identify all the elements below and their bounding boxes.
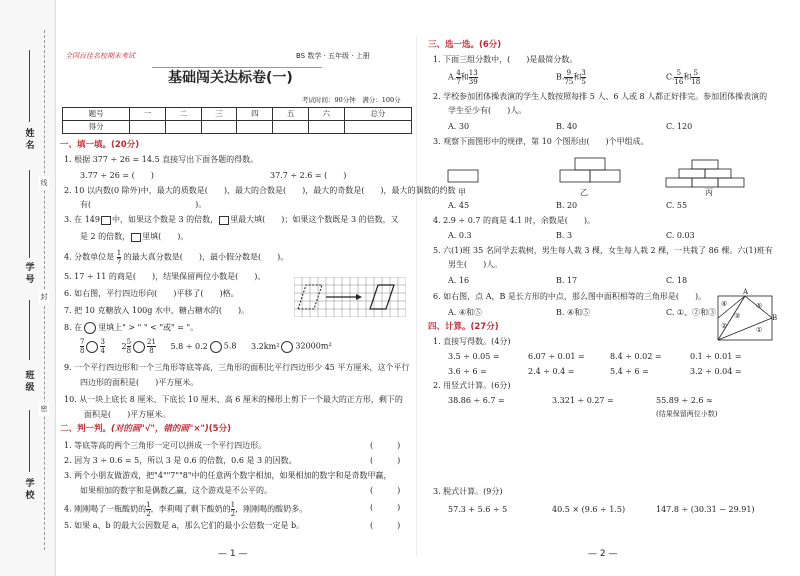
s1-q3-line1 [64,215,399,225]
region-1: ① [756,326,763,334]
fraction: $\frac{5}{16}$ [674,69,684,86]
compare-circle[interactable] [210,341,222,353]
fraction: $\frac{9}{75}$ [564,69,574,86]
s3-q6-optA: A. ④和⑤ [448,308,483,317]
s1-q2a: 2. 10 以内数(0 除外)中，最大的质数是( )，最大的合数是( )，最大的奇数是( )，最大的偶数的约数 [64,186,456,195]
s4-c2-3: 55.89 ÷ 2.6 ≈ [656,396,713,405]
s3-q2-optC: C. 120 [666,122,693,131]
s4-q3: 3. 脱式计算。(9分) [433,487,503,496]
s1-q3b2: 里填( )。 [142,232,189,241]
rectangle-triangle-figure [716,290,778,346]
s4-c2-2: 3.321 ÷ 0.27 = [552,396,614,405]
score-cell[interactable] [201,121,237,134]
s1-q3b1: 是 2 的倍数， [80,232,131,241]
school-label: 学校 [25,479,35,501]
s2-q1-paren[interactable]: ( ) [370,441,401,450]
score-cell[interactable] [237,121,273,134]
seal-feng-mark: 封 [39,290,49,304]
page-title: 基础闯关达标卷(一) [168,70,293,86]
s4-c3-3: 147.8 ÷ (30.31 − 29.91) [656,505,755,514]
section-3-title: 三、选一选。(6分) [428,40,502,50]
s3-q4: 4. 2.9 ÷ 0.7 的商是 4.1 时，余数是( )。 [433,216,596,225]
section-4-title: 四、计算。(27分) [428,322,499,332]
s4-c3-2: 40.5 × (9.6 ÷ 1.5) [552,505,626,514]
fraction: $\frac{13}{39}$ [468,69,478,86]
shape-bing-label: 丙 [705,188,713,197]
score-cell[interactable] [166,121,202,134]
fraction: $\frac{3}{4}$ [100,338,105,355]
q8d2: 32000m² [295,341,332,351]
point-B-label: B [772,314,778,322]
seal-line-mark: 线 [39,176,49,190]
s1-q2b: 有( )。 [80,200,207,209]
s1-q7: 7. 把 10 克糖放入 100g 水中，糖占糖水的( )。 [64,306,250,315]
s1-q8-row: $\frac{7}{8}$ $\frac{3}{4}$ 2 $\frac{5}{8}$ $\frac{21}{8}$ 5.8 ÷ 0.2 5.8 3.2km² 32000m² [80,338,332,355]
q8c2: 5.8 [223,341,237,351]
compare-circle[interactable] [133,341,145,353]
s1-q4 [64,249,288,266]
s1-q9a: 9. 一个平行四边形和一个三角形等底等高，三角形的面积比平行四边形少 45 平方厘米，这个平行 [64,363,410,372]
s3-q1-optC [666,69,700,86]
s2-q4-paren[interactable]: ( ) [370,503,401,512]
s2-q2: 2. 因为 3 ÷ 0.6 = 5，所以 3 是 0.6 的倍数，0.6 是 3 的因数。 [64,456,297,465]
section-1-title: 一、填一填。(20分) [60,140,140,150]
title-rule [152,67,322,68]
and-word: 和 [573,72,582,82]
score-head-5: 五 [273,108,309,121]
compare-circle[interactable] [281,341,293,353]
number-line [29,170,30,258]
s1-q4b: 的最大真分数是( )，最小假分数是( )。 [123,252,289,262]
s4-r2c1: 3.6 ÷ 6 = [448,367,487,376]
s2-q4a: 4. 刚刚喝了一瓶酸奶的 [64,504,147,514]
s3-q3-optB: B. 20 [556,201,578,210]
s4-q1: 1. 直接写得数。(4分) [433,337,511,346]
s4-r2c2: 2.4 ÷ 0.4 = [528,367,575,376]
s3-q4-optB: B. 3 [556,231,573,240]
s1-q1: 1. 根据 377 ÷ 26 = 14.5 直接写出下面各题的得数。 [64,155,259,164]
s3-q4-optA: A. 0.3 [448,231,472,240]
s3-q2-optA: A. 30 [448,122,470,131]
score-head-4: 四 [237,108,273,121]
s1-q4a: 4. 分数单位是 [64,252,115,262]
s1-q8a: 8. 在 [64,323,83,332]
s1-q3a3: 里最大填( )；如果这个数既是 3 的倍数，又 [230,215,399,224]
s3-q5a: 5. 六(1)班 35 名同学去栽树，男生每人栽 3 棵，女生每人栽 2 棵，一共栽了 86 棵。六(1)班有 [433,246,773,255]
s4-q2: 2. 用竖式计算。(6分) [433,381,511,390]
s2-q5-paren[interactable]: ( ) [370,521,401,530]
s1-q9b: 四边形的面积是( )平方厘米。 [80,378,199,387]
number-label: 学号 [25,263,35,285]
shape-jia-label: 甲 [458,188,466,197]
s4-r1c2: 6.07 ÷ 0.01 = [528,352,585,361]
s4-c2-note: (结果保留两位小数) [656,410,718,418]
fraction-one-seventh: $\frac{1}{7}$ [116,249,122,266]
s1-q3-line2 [80,232,188,242]
score-head-2: 二 [166,108,202,121]
fraction-half: $\frac{1}{2}$ [146,501,151,518]
fraction-half: $\frac{1}{2}$ [230,501,236,518]
s1-q10a: 10. 从一块上底长 8 厘米、下底长 10 厘米、高 6 厘米的梯形上剪下一个最大的正方形，剩下的 [64,395,403,404]
fraction: $\frac{7}{8}$ [80,338,85,355]
s3-q3-optC: C. 55 [666,201,688,210]
optA-letter: A. [448,72,457,82]
exam-meta: 考试时间：90分钟 满分：100分 [302,96,401,104]
class-label: 班级 [25,371,35,393]
q8c1: 5.8 ÷ 0.2 [170,341,208,351]
optB-letter: B. [556,72,565,82]
s3-q5b: 男生( )人。 [448,260,503,269]
s2-hint: (对的画"√"，错的画"×") [111,424,209,434]
s3-q1-optA [448,69,478,86]
s3-q5-optA: A. 16 [448,276,470,285]
s4-r2c3: 5.4 ÷ 6 = [610,367,649,376]
page-number-1: — 1 — [218,549,248,559]
optC-letter: C. [666,72,675,82]
region-2: ② [721,322,728,330]
name-label: 姓名 [25,129,35,151]
compare-circle[interactable] [86,341,98,353]
s2-q4 [64,501,307,518]
q8d1: 3.2km² [251,341,280,351]
score-head-total: 总分 [344,108,411,121]
page-divider [416,36,417,556]
brick-pattern-figure [440,152,760,188]
s4-c2-1: 38.86 ÷ 6.7 = [448,396,505,405]
score-head-3: 三 [201,108,237,121]
fraction: $\frac{5}{8}$ [126,338,132,355]
region-3: ③ [734,312,741,320]
s1-q8 [64,322,198,334]
s3-q5-optB: B. 17 [556,276,578,285]
seal-mi-mark: 密 [39,402,49,416]
s3-q2b: 学生至少有( )人。 [448,106,527,115]
s2-q5: 5. 如果 a、b 的最大公因数是 a，那么它们的最小公倍数一定是 b。 [64,521,305,530]
score-cell[interactable] [344,121,411,134]
series-title: 全国百佳名校期末考试 [65,52,135,60]
s4-r1c1: 3.5 ÷ 0.05 = [448,352,500,361]
score-row-label: 得分 [63,121,130,134]
fraction: $\frac{21}{8}$ [147,338,156,355]
class-line [29,300,30,360]
s2-q3-paren[interactable]: ( ) [370,486,401,495]
region-4: ④ [721,300,728,308]
shape-yi-label: 乙 [580,188,588,197]
translation-grid-figure [294,277,406,317]
score-cell[interactable] [130,121,166,134]
section-2-title [60,424,231,435]
s2-q3a: 3. 两个小朋友做游戏，把"4""7""8"中的任意两个数字相加，如果相加的数字和是奇数甲赢， [64,471,392,480]
blank-box[interactable] [101,216,111,225]
binding-sidebar [0,0,56,576]
s3-q6: 6. 如右图，点 A，B 是长方形的中点，那么图中面积相等的三角形是( )。 [433,292,707,301]
fraction: $\frac{5}{18}$ [691,69,701,86]
s3-q2-optB: B. 40 [556,122,578,131]
s3-q2a: 2. 学校参加团体操表演的学生人数按照每排 5 人、6 人或 8 人都正好排完。参加团体操表演的 [433,92,768,101]
s1-q3a2: 中，如果这个数是 3 的倍数， [112,215,219,224]
blank-box[interactable] [219,216,229,225]
s2-q1: 1. 等底等高的两个三角形一定可以拼成一个平行四边形。 [64,441,267,450]
s4-r1c3: 8.4 ÷ 0.02 = [610,352,662,361]
blank-box[interactable] [131,233,141,242]
fraction: $\frac{4}{7}$ [456,69,461,86]
s2-q2-paren[interactable]: ( ) [370,456,401,465]
s1-q8b: 里填上" > " " < "或" = "。 [98,323,199,332]
s1-q1b: 37.7 ÷ 2.6 = ( ) [270,171,347,180]
s3-q1: 1. 下面三组分数中，( )是最简分数。 [433,55,578,64]
s1-q6: 6. 如右图，平行四边形向( )平移了( )格。 [64,289,239,298]
s3-q6-optB: B. ④和⑤ [556,308,591,317]
s2-title: 二、判一判。 [60,424,112,434]
page-number-2: — 2 — [588,549,618,559]
s4-r1c4: 0.1 ÷ 0.01 = [690,352,742,361]
score-head-1: 一 [130,108,166,121]
and-word: 和 [460,72,469,82]
s4-c3-1: 57.3 + 5.6 ÷ 5 [448,505,508,514]
s4-r2c4: 3.2 ÷ 0.04 = [690,367,742,376]
point-A-label: A [743,288,749,296]
s1-q5: 5. 17 ÷ 11 的商是( )，结果保留两位小数是( )。 [64,272,266,281]
fraction: $\frac{3}{5}$ [581,69,586,86]
s1-q10b: 面积是( )平方厘米。 [84,410,171,419]
s2-pts: (5分) [208,424,231,434]
s3-q1-optB [556,69,586,86]
score-table [62,107,412,134]
score-cell[interactable] [273,121,309,134]
school-line [29,410,30,472]
s3-q3-optA: A. 45 [448,201,470,210]
subject-tag: BS 数学 · 五年级 · 上册 [296,52,370,60]
s1-q1a: 3.77 ÷ 26 = ( ) [80,171,154,180]
s3-q5-optC: C. 18 [666,276,688,285]
region-5: ⑤ [756,302,763,310]
s3-q6-optC: C. ①、②和③ [666,308,717,317]
s2-q3b: 如果相加的数字和是偶数乙赢，这个游戏是不公平的。 [80,486,272,495]
s1-q3a1: 3. 在 149 [64,215,100,224]
score-head-label: 题号 [63,108,130,121]
name-line [29,50,30,122]
score-cell[interactable] [308,121,344,134]
and-word: 和 [683,72,692,82]
s3-q3: 3. 观察下面图形中的规律，第 10 个图形由( )个甲组成。 [433,137,649,146]
score-head-6: 六 [308,108,344,121]
compare-circle[interactable] [84,322,96,334]
s2-q4c: ，刚刚喝的酸奶多。 [235,504,308,514]
s2-q4b: ，李莉喝了剩下酸奶的 [150,504,231,514]
s3-q4-optC: C. 0.03 [666,231,695,240]
